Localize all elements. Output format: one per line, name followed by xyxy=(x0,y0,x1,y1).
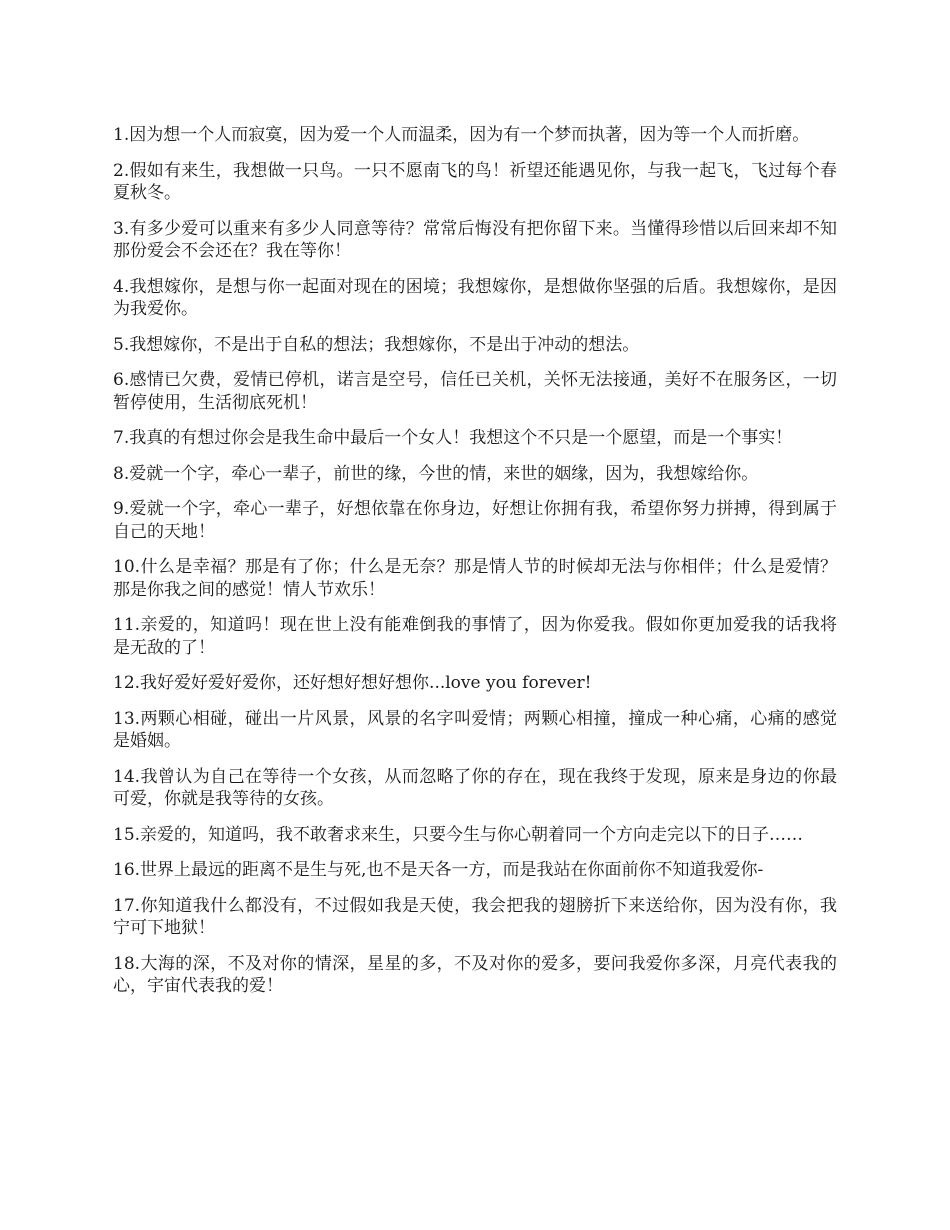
paragraph-13: 13.两颗心相碰，碰出一片风景，风景的名字叫爱情；两颗心相撞，撞成一种心痛，心痛的感觉是婚姻。 xyxy=(113,708,837,751)
paragraph-10: 10.什么是幸福？那是有了你；什么是无奈？那是情人节的时候却无法与你相伴；什么是爱情？那是你我之间的感觉！情人节欢乐！ xyxy=(113,557,837,600)
paragraph-2: 2.假如有来生，我想做一只鸟。一只不愿南飞的鸟！祈望还能遇见你，与我一起飞，飞过每个春夏秋冬。 xyxy=(113,160,837,203)
paragraph-15: 15.亲爱的，知道吗，我不敢奢求来生，只要今生与你心朝着同一个方向走完以下的日子…… xyxy=(113,824,804,845)
paragraph-14: 14.我曾认为自己在等待一个女孩，从而忽略了你的存在，现在我终于发现，原来是身边的你最可爱，你就是我等待的女孩。 xyxy=(113,766,837,809)
paragraph-1: 1.因为想一个人而寂寞，因为爱一个人而温柔，因为有一个梦而执著，因为等一个人而折磨。 xyxy=(113,125,810,145)
paragraph-18: 18.大海的深，不及对你的情深，星星的多，不及对你的爱多，要问我爱你多深，月亮代表我的心，宇宙代表我的爱！ xyxy=(113,953,837,996)
paragraph-8: 8.爱就一个字，牵心一辈子，前世的缘，今世的情，来世的姻缘，因为，我想嫁给你。 xyxy=(113,463,759,484)
document-body xyxy=(113,124,837,1011)
paragraph-9: 9.爱就一个字，牵心一辈子，好想依靠在你身边，好想让你拥有我，希望你努力拼搏，得到属于自己的天地！ xyxy=(113,499,837,542)
paragraph-12: 12.我好爱好爱好爱你，还好想好想好想你...love you forever! xyxy=(113,673,592,693)
paragraph-17: 17.你知道我什么都没有，不过假如我是天使，我会把我的翅膀折下来送给你，因为没有你，我宁可下地狱！ xyxy=(113,895,837,938)
paragraph-7: 7.我真的有想过你会是我生命中最后一个女人！我想这个不只是一个愿望，而是一个事实！ xyxy=(113,428,793,448)
paragraph-4: 4.我想嫁你，是想与你一起面对现在的困境；我想嫁你，是想做你坚强的后盾。我想嫁你，是因为我爱你。 xyxy=(113,276,837,319)
paragraph-6: 6.感情已欠费，爱情已停机，诺言是空号，信任已关机，关怀无法接通，美好不在服务区，一切暂停使用，生活彻底死机！ xyxy=(113,370,837,413)
paragraph-5: 5.我想嫁你，不是出于自私的想法；我想嫁你，不是出于冲动的想法。 xyxy=(113,334,640,355)
paragraph-16: 16.世界上最远的距离不是生与死,也不是天各一方，而是我站在你面前你不知道我爱你- xyxy=(113,860,764,880)
paragraph-3: 3.有多少爱可以重来有多少人同意等待？常常后悔没有把你留下来。当懂得珍惜以后回来却不知那份爱会不会还在？我在等你！ xyxy=(113,218,837,261)
paragraph-11: 11.亲爱的，知道吗！现在世上没有能难倒我的事情了，因为你爱我。假如你更加爱我的话我将是无敌的了！ xyxy=(113,615,837,658)
